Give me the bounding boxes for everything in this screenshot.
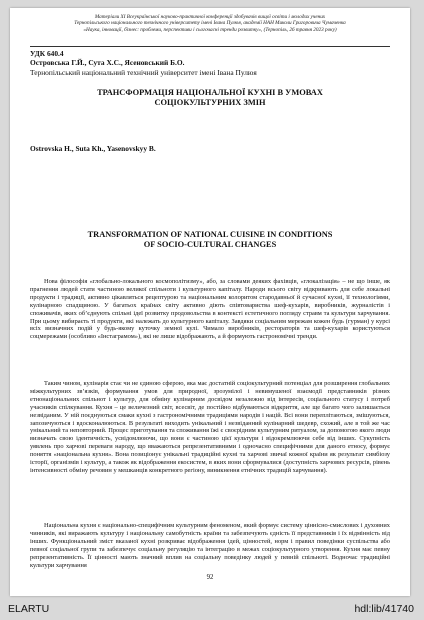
conference-line: Матеріали XI Всеукраїнської науково-практичної конференції здобувачів вищої освіти і молодих учених [94,14,326,20]
paragraph: Таким чином, кулінарія стає чи не єдиною сферою, яка має достатній соціокультурний потенціал для розширення глобальних міжкультурних зв’язків, формування умов для природної, зрозумілої і невимушеної взаємодії представників різних етнонаціональних спільнот і культур, для обміну кулінарним досвідом незалежно від інтересів, соціального статусу і потреб учасників спілкування. Кухня – це величезний світ, всесвіт, де постійно відбуваються відкриття, але ще багато чого залишається незвіданим. У ній поєднуються смаки кухні з гастрономічними традиціями народів і націй. Всі вони переплітаються, змішуються, запозичуються і вдосконалюються. В результаті виходить унікальний і незвіданний кулінарний шедевр, схожий, але в той же час унікальний та неповторний. Процес приготування та споживання їжі є своєрідним культурним ритуалом, за допомогою якого люди визначать свою ідентичність, усвідомлюючи, що вони є частиною цієї культури і відокремлюючи себе від інших. Сукупність уявлень про харчові переваги народу, що вважаються репрезентативними і одночасно специфічними для даного етносу, формує поняття «національна кухня». Вона позиціонує унікальні традиційні кухні та харчові звичаї кожної країни як результат симбіозу історії, організмів і культур, а також як відображення екосистем, в яких вони сформувалися (доступність харчових ресурсів, рівень інтенсивності обміну речовин у мешканців конкретного регіону, виникнення етнічних традицій харчування). [30,380,390,474]
title-ua-line: СОЦІОКУЛЬТУРНИХ ЗМІН [154,97,266,107]
conference-line: Тернопільського національного технічного університету імені Івана Пулюя, академії НАН Миколи Григоровича Чумаченка [74,20,346,27]
body-text [30,380,390,475]
body-text [30,278,390,341]
document-page [10,8,410,596]
university-affiliation: Тернопільський національний технічний університет імені Івана Пулюя [30,68,257,77]
handle-label: hdl:lib/41740 [354,603,414,615]
header-divider [30,46,390,47]
authors-en: Ostrovska H., Suta Kh., Yasenovskyy B. [30,144,156,153]
body-text [30,522,390,569]
title-en-line: TRANSFORMATION OF NATIONAL CUISINE IN CONDITIONS [87,230,333,239]
udk-code: УДК 640.4 [30,49,64,58]
repository-label: ELARTU [8,603,50,615]
conference-header [30,14,390,33]
footer-banner [0,600,424,620]
paragraph: Нова філософія «глобально-локального космополітизму», або, за словами деяких фахівців, «глокалізація» – не що інше, як прагнення людей стати частиною великої спільноти і культурного капіталу. Народи всього світу відкривають для себе локальні продукти і традиції, активно цікавляться рецептурою та національним колоритом стародавньої й сучасної кухні, її технологіями, кулінарною спадщиною. У багатьох країнах світу активно діють співтовариства шеф-кухарів, виробників, журналістів і споживачів, яких об’єднують спільні ідеї розвитку продовольства в контексті естетичного погляду стравм та культури харчування. При цьому вибираєть ті продукти, які належать до культурного капіталу. Завдяки соціальним мережам кожен будь (гурман) у курсі всіх визначних подій у будь-якому куточку земної кулі. Чимало виробників, рестораторів та шеф-кухарів користуються соцмережами (особливо «Інстаграмом»), які не лише відображають, а й формують гастрономічні тренди. [30,278,390,341]
paragraph: Національна кухня є національно-специфічним культурним феноменом, який формує систему ціннісно-смислових і духовних чинників, які виражають культуру і національну самобутність країни та забезпечують єдність її представників і їх відмінність від інших. Функціональний зміст вказаної кухні розкриває відображення ідей, цінностей, норм і правил поведінки суспільства або певної соціальної групи та забезпечує соціальну регуляцію та інтеграцію в межах соціокультурного утворення. Кухня має певну репрезентативність. Її цінності мають значний вплив на соціальну поведінку людей у певній спільноті. Водночас традиційні культури харчування [30,522,390,569]
title-en [40,230,380,249]
title-en-line: OF SOCIO-CULTURAL CHANGES [143,239,277,249]
page-number: 92 [206,574,214,581]
authors-ua: Островська Г.Й., Сута Х.С., Ясеновський Б.О. [30,58,185,67]
title-ua [40,88,380,107]
title-ua-line: ТРАНСФОРМАЦІЯ НАЦІОНАЛЬНОЇ КУХНІ В УМОВАХ [97,88,323,97]
conference-line: «Наука, інновації, бізнес: проблеми, перспективи і сьогочасні тренди розвитку», (Тернопіль, 26 травня 2023 року) [83,26,337,33]
